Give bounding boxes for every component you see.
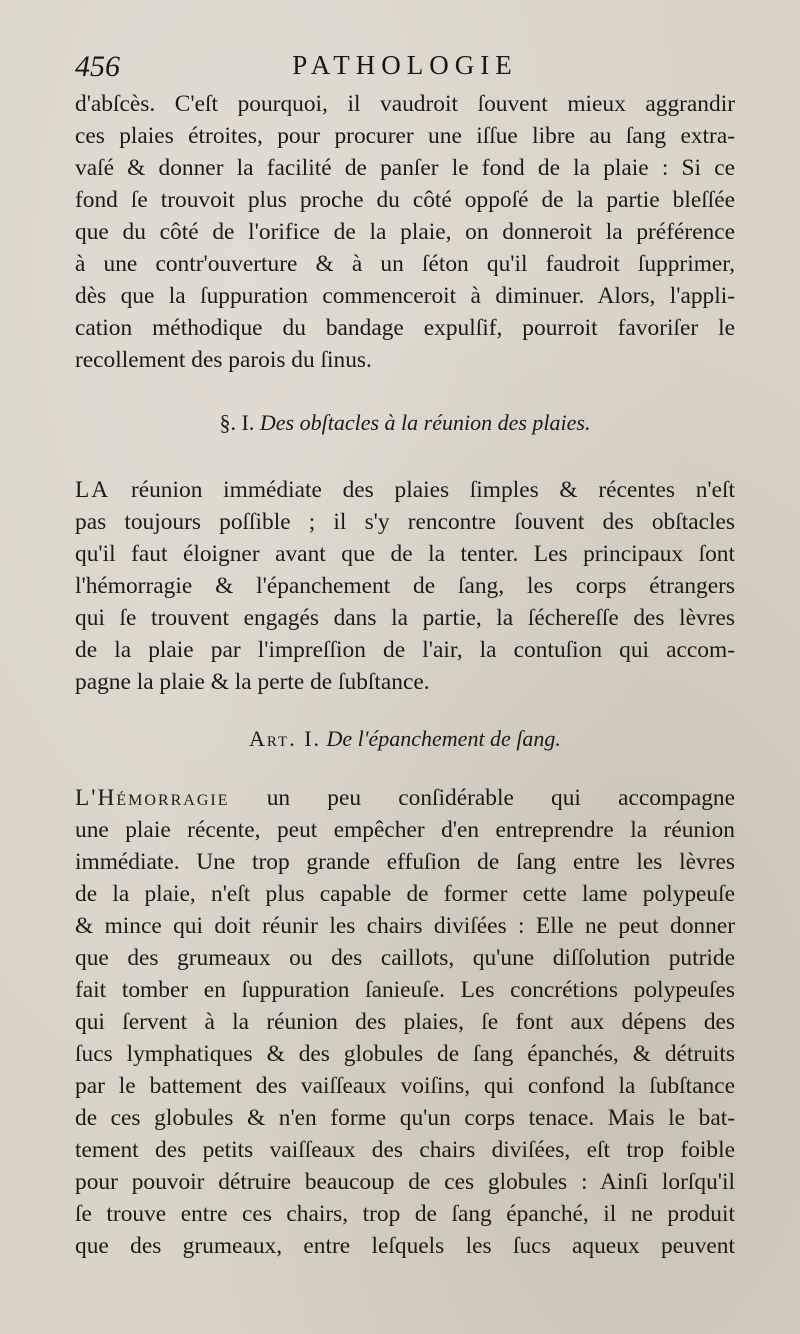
running-head <box>75 46 735 86</box>
section-title: Des obſtacles à la réunion des plaies. <box>259 410 591 435</box>
text-line: pagne la plaie & la perte de ſubſtance. <box>75 669 430 695</box>
text-line: de ces globules & n'en forme qu'un corps tenace. Mais le bat- <box>75 1105 735 1131</box>
text-line: cation méthodique du bandage expulſif, pourroit favoriſer le <box>75 315 735 341</box>
text-line: que des grumeaux, entre leſquels les ſucs aqueux peuvent <box>75 1233 735 1259</box>
article-number: Art. I. <box>249 726 322 751</box>
text-line: par le battement des vaiſſeaux voiſins, qui confond la ſubſtance <box>75 1073 735 1099</box>
text-line: qui ſe trouvent engagés dans la partie, la ſéchereſſe des lèvres <box>75 605 735 631</box>
text-line: qui ſervent à la réunion des plaies, ſe font aux dépens des <box>75 1009 735 1035</box>
text-line: vaſé & donner la facilité de panſer le fond de la plaie : Si ce <box>75 155 735 181</box>
text-line: qu'il faut éloigner avant que de la tenter. Les principaux ſont <box>75 541 735 567</box>
text-line: ſucs lymphatiques & des globules de ſang épanchés, & détruits <box>75 1041 735 1067</box>
text-line: pas toujours poſſible ; il s'y rencontre ſouvent des obſtacles <box>75 509 735 535</box>
text-line: ces plaies étroites, pour procurer une iſſue libre au ſang extra- <box>75 123 735 149</box>
text-line: l'hémorragie & l'épanchement de ſang, les corps étrangers <box>75 573 735 599</box>
text-line: que du côté de l'orifice de la plaie, on donneroit la préférence <box>75 219 735 245</box>
running-title: PATHOLOGIE <box>292 50 518 80</box>
text-line: fond ſe trouvoit plus proche du côté oppoſé de la partie bleſſée <box>75 187 735 213</box>
text-line: dès que la ſuppuration commenceroit à diminuer. Alors, l'appli- <box>75 283 735 309</box>
text-line <box>75 782 735 814</box>
text-line: & mince qui doit réunir les chairs diviſées : Elle ne peut donner <box>75 913 735 939</box>
text-line: d'abſcès. C'eſt pourquoi, il vaudroit ſouvent mieux aggrandir <box>75 91 735 117</box>
page-number: 456 <box>75 50 120 83</box>
text-line: que des grumeaux ou des caillots, qu'une diſſolution putride <box>75 945 735 971</box>
article-heading <box>75 722 735 756</box>
text-line-rest: réunion immédiate des plaies ſimples & récentes n'eſt <box>130 477 735 503</box>
text-line-rest: un peu conſidérable qui accompagne <box>266 785 736 811</box>
article-title: De l'épanchement de ſang. <box>326 726 561 751</box>
text-line: de la plaie, n'eſt plus capable de former cette lame polypeuſe <box>75 881 735 907</box>
text-line: fait tomber en ſuppuration ſanieuſe. Les concrétions polypeuſes <box>75 977 735 1003</box>
section-heading <box>75 406 735 440</box>
text-line: recollement des parois du ſinus. <box>75 347 372 373</box>
text-line <box>75 474 735 506</box>
text-line: à une contr'ouverture & à un ſéton qu'il faudroit ſupprimer, <box>75 251 735 277</box>
text-line: immédiate. Une trop grande effuſion de ſang entre les lèvres <box>75 849 735 875</box>
text-line: pour pouvoir détruire beaucoup de ces globules : Ainſi lorſqu'il <box>75 1169 735 1195</box>
opening-word: LA <box>75 477 111 503</box>
text-line: une plaie récente, peut empêcher d'en entreprendre la réunion <box>75 817 735 843</box>
section-number: §. I. <box>219 410 255 435</box>
text-line: de la plaie par l'impreſſion de l'air, la contuſion qui accom- <box>75 637 735 663</box>
text-line: ſe trouve entre ces chairs, trop de ſang épanché, il ne produit <box>75 1201 735 1227</box>
opening-word: L'Hémorragie <box>75 785 230 811</box>
text-line: tement des petits vaiſſeaux des chairs diviſées, eſt trop foible <box>75 1137 735 1163</box>
